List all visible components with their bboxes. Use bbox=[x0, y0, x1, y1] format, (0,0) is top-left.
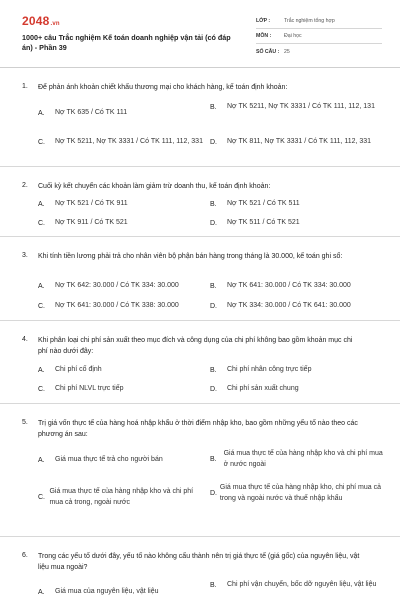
logo-tld: .vn bbox=[50, 21, 60, 27]
option-text: Nợ TK 641: 30.000 / Có TK 338: 30.000 bbox=[55, 302, 179, 309]
option-text: Nợ TK 521 / Có TK 911 bbox=[55, 200, 128, 207]
option-a[interactable] bbox=[38, 108, 204, 119]
option-b[interactable] bbox=[210, 281, 386, 292]
option-letter: B. bbox=[210, 103, 217, 111]
option-text: Chi phí nhân công trực tiếp bbox=[227, 366, 312, 373]
question-number: 2. bbox=[22, 182, 28, 189]
option-letter: D. bbox=[210, 385, 217, 393]
option-letter: D. bbox=[210, 490, 217, 497]
logo-text: 2048 bbox=[22, 14, 50, 28]
question-3 bbox=[0, 237, 400, 321]
option-letter: A. bbox=[38, 109, 45, 117]
question-2 bbox=[0, 167, 400, 237]
meta-row-class bbox=[256, 14, 382, 29]
option-letter: D. bbox=[210, 138, 217, 146]
option-text: Nợ TK 911 / Có TK 521 bbox=[55, 219, 128, 226]
option-text: Nợ TK 641: 30.000 / Có TK 334: 30.000 bbox=[227, 282, 351, 289]
option-letter: B. bbox=[210, 581, 217, 589]
option-letter: C. bbox=[38, 302, 45, 310]
option-c[interactable] bbox=[38, 487, 202, 508]
option-letter: D. bbox=[210, 302, 217, 310]
question-number: 4. bbox=[22, 336, 28, 343]
option-d[interactable] bbox=[210, 483, 386, 504]
option-letter: B. bbox=[210, 366, 217, 374]
document-title: 1000+ câu Trắc nghiệm Kế toán doanh nghiệp vận tải (có đáp án) - Phần 39 bbox=[22, 33, 231, 52]
meta-table bbox=[256, 14, 382, 59]
option-c[interactable] bbox=[38, 218, 204, 229]
option-a[interactable] bbox=[38, 587, 204, 598]
option-d[interactable] bbox=[210, 301, 386, 312]
question-number: 1. bbox=[22, 83, 28, 90]
option-d[interactable] bbox=[210, 218, 386, 229]
option-text: Chi phí NLVL trực tiếp bbox=[55, 385, 124, 392]
option-letter: C. bbox=[38, 138, 45, 146]
option-letter: A. bbox=[38, 200, 45, 208]
option-letter: A. bbox=[38, 366, 45, 374]
question-1 bbox=[0, 68, 400, 167]
option-b[interactable] bbox=[210, 365, 386, 376]
option-text: Nợ TK 5211, Nợ TK 3331 / Có TK 111, 112, 331 bbox=[55, 138, 203, 145]
question-text: Khi phân loại chi phí sản xuất theo mục đích và công dụng của chi phí không bao gồm khoản mục chi phí nào dưới đây: bbox=[38, 337, 353, 355]
question-number: 5. bbox=[22, 419, 28, 426]
option-b[interactable] bbox=[210, 580, 386, 591]
option-a[interactable] bbox=[38, 455, 204, 466]
option-b[interactable] bbox=[210, 199, 386, 210]
option-text: Nợ TK 5211, Nợ TK 3331 / Có TK 111, 112, 131 bbox=[227, 103, 375, 110]
option-letter: A. bbox=[38, 588, 45, 596]
option-text: Giá mua của nguyên liệu, vật liệu bbox=[55, 588, 159, 595]
header bbox=[0, 0, 400, 68]
question-number: 6. bbox=[22, 552, 28, 559]
option-b[interactable] bbox=[210, 449, 386, 470]
option-text: Giá mua thực tế của hàng nhập kho và chi phí mua ở nước ngoài bbox=[223, 450, 383, 468]
option-letter: A. bbox=[38, 282, 45, 290]
option-text: Nợ TK 642: 30.000 / Có TK 334: 30.000 bbox=[55, 282, 179, 289]
meta-key: SỐ CÂU : bbox=[256, 48, 280, 55]
site-logo[interactable] bbox=[22, 14, 60, 28]
option-a[interactable] bbox=[38, 365, 204, 376]
option-text: Giá mua thực tế của hàng nhập kho và chi phí mua cả trong, ngoài nước bbox=[49, 488, 194, 506]
question-5 bbox=[0, 404, 400, 537]
meta-row-subject bbox=[256, 29, 382, 44]
question-number: 3. bbox=[22, 252, 28, 259]
option-c[interactable] bbox=[38, 301, 204, 312]
option-text: Giá mua thực tế của hàng nhập kho, chi phí mua cả trong và ngoài nước và thuế nhập khẩu bbox=[219, 484, 382, 502]
option-d[interactable] bbox=[210, 384, 386, 395]
option-c[interactable] bbox=[38, 384, 204, 395]
question-text: Để phản ánh khoản chiết khấu thương mại cho khách hàng, kế toán định khoản: bbox=[38, 84, 288, 91]
meta-value: Trắc nghiệm tổng hợp bbox=[284, 18, 335, 24]
option-letter: B. bbox=[210, 200, 217, 208]
option-text: Giá mua thực tế trả cho người bán bbox=[55, 456, 163, 463]
option-text: Chi phí sản xuất chung bbox=[227, 385, 299, 392]
option-text: Chi phí cố định bbox=[55, 366, 102, 373]
option-letter: B. bbox=[210, 456, 217, 463]
question-4 bbox=[0, 321, 400, 404]
option-d[interactable] bbox=[210, 137, 386, 148]
option-b[interactable] bbox=[210, 102, 386, 113]
question-text: Trị giá vốn thực tế của hàng hoá nhập khẩu ở thời điểm nhập kho, bao gồm những yếu tố nào theo các phương án sau: bbox=[38, 420, 358, 438]
meta-key: MÔN : bbox=[256, 33, 272, 39]
option-text: Nợ TK 521 / Có TK 511 bbox=[227, 200, 300, 207]
option-letter: D. bbox=[210, 219, 217, 227]
question-text: Cuối kỳ kết chuyển các khoản làm giảm trừ doanh thu, kế toán định khoản: bbox=[38, 183, 271, 190]
option-letter: C. bbox=[38, 494, 45, 501]
meta-key: LỚP : bbox=[256, 18, 271, 24]
option-text: Nợ TK 511 / Có TK 521 bbox=[227, 219, 300, 226]
option-letter: C. bbox=[38, 219, 45, 227]
option-a[interactable] bbox=[38, 199, 204, 210]
option-text: Chi phí vận chuyển, bốc dỡ nguyên liệu, vật liệu bbox=[227, 581, 377, 588]
option-text: Nợ TK 635 / Có TK 111 bbox=[55, 109, 128, 116]
meta-row-count bbox=[256, 44, 382, 59]
option-letter: B. bbox=[210, 282, 217, 290]
option-letter: C. bbox=[38, 385, 45, 393]
meta-value: Đại học bbox=[284, 33, 302, 39]
meta-value: 25 bbox=[284, 48, 290, 55]
question-6 bbox=[0, 537, 400, 600]
option-text: Nợ TK 334: 30.000 / Có TK 641: 30.000 bbox=[227, 302, 351, 309]
option-letter: A. bbox=[38, 456, 45, 464]
option-c[interactable] bbox=[38, 137, 204, 148]
question-text: Khi tính tiền lương phải trả cho nhân viên bộ phận bán hàng trong tháng là 30.000, kế toán ghi sổ: bbox=[38, 253, 343, 260]
question-text: Trong các yếu tố dưới đây, yếu tố nào không cấu thành nên trị giá thực tế (giá gốc) của nguyên liệu, vật liệu mua ngoài? bbox=[38, 553, 360, 571]
option-text: Nợ TK 811, Nợ TK 3331 / Có TK 111, 112, 331 bbox=[227, 138, 372, 145]
option-a[interactable] bbox=[38, 281, 204, 292]
